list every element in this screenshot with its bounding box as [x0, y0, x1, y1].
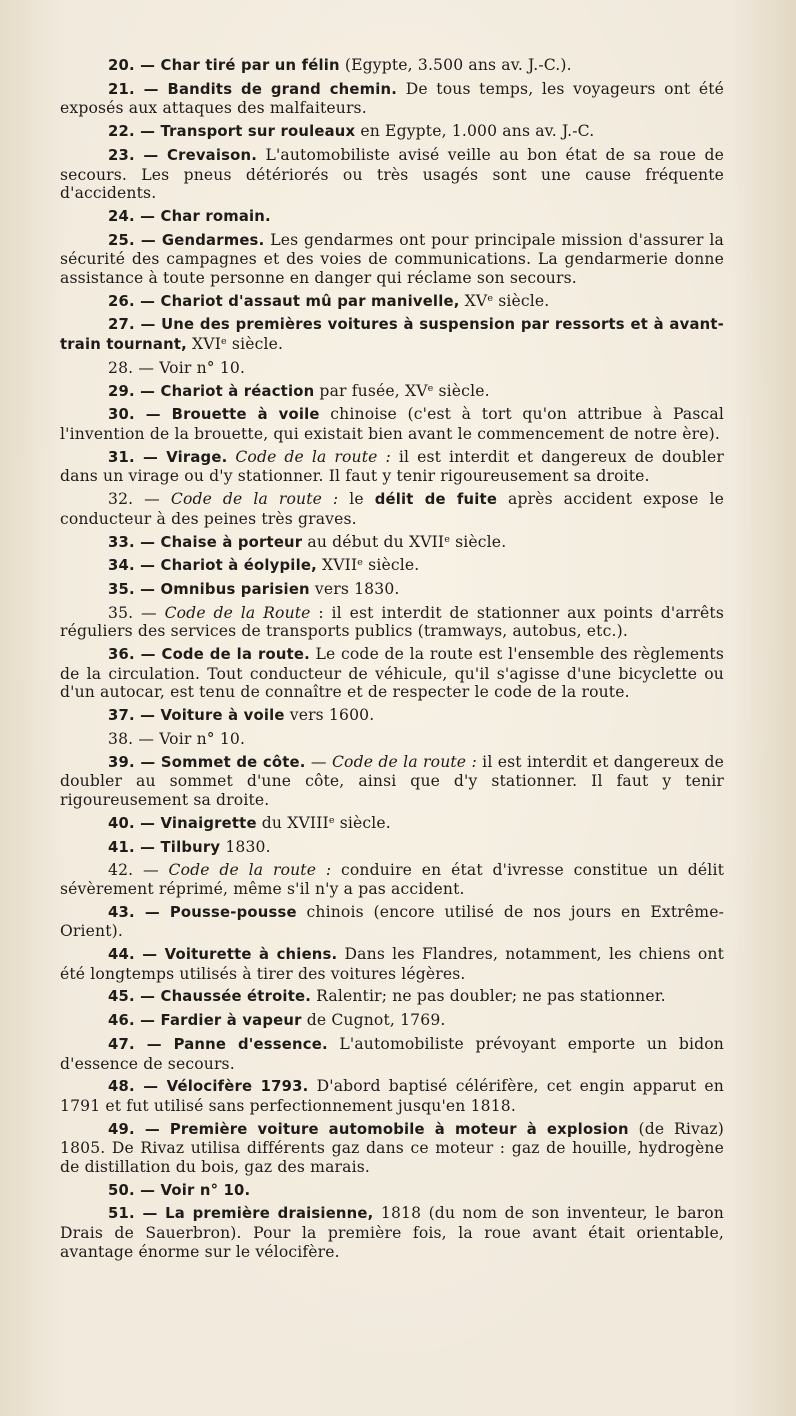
superscript: e	[487, 292, 494, 304]
entry-text: au début du XVII	[302, 532, 445, 551]
entry-text: conduire en état d'ivresse constitue un délit sévèrement réprimé, même s'il n'y a pas accident.	[60, 861, 724, 898]
entry-list	[60, 56, 724, 1261]
entry-paragraph	[60, 987, 724, 1007]
entry-paragraph	[60, 382, 724, 402]
superscript: e	[357, 557, 364, 569]
entry-text: siècle.	[433, 381, 490, 400]
entry-heading: 26. — Chariot d'assaut mû par manivelle,	[108, 292, 460, 310]
entry-text: (de Rivaz) 1805. De Rivaz utilisa différents gaz dans ce moteur : gaz de houille, hydrogène de distillation du bois, gaz des marais.	[60, 1119, 724, 1176]
entry-text: siècle.	[334, 813, 391, 832]
entry-heading: 36. — Code de la route.	[108, 646, 310, 664]
entry-paragraph	[60, 146, 724, 203]
entry-paragraph	[60, 730, 724, 749]
entry-heading: 22. — Transport sur rouleaux	[108, 123, 356, 141]
entry-heading: 45. — Chaussée étroite.	[108, 988, 312, 1006]
entry-text: du XVIII	[256, 813, 329, 832]
entry-italic-text: Code de la Route	[164, 603, 311, 622]
entry-text: L'automobiliste prévoyant emporte un bidon d'essence de secours.	[60, 1034, 724, 1073]
entry-heading: 46. — Fardier à vapeur	[108, 1012, 302, 1030]
entry-text: —	[305, 752, 332, 771]
entry-paragraph	[60, 122, 724, 142]
entry-text: Le code de la route est l'ensemble des règlements de la circulation. Tout conducteur de véhicule, qu'il s'agisse d'une bicyclette ou d'un autocar, est tenu de connaître et de respecter le code de la route.	[60, 645, 724, 702]
entry-text: 28. — Voir n° 10.	[108, 358, 246, 377]
entry-heading: 27. — Une des premières voitures à suspension par ressorts et à avant-train tournant,	[60, 316, 724, 354]
entry-text: 1818 (du nom de son inventeur, le baron Drais de Sauerbron). Pour la première fois, la roue avant était orientable, avantage énorme sur le vélocifère.	[60, 1204, 724, 1261]
entry-paragraph	[60, 1035, 724, 1073]
entry-paragraph	[60, 292, 724, 312]
entry-heading: 35. — Omnibus parisien	[108, 581, 310, 599]
entry-paragraph	[60, 359, 724, 378]
entry-paragraph	[60, 405, 724, 443]
entry-paragraph	[60, 490, 724, 528]
entry-text: vers 1830.	[309, 580, 400, 599]
entry-text: Ralentir; ne pas doubler; ne pas stationner.	[311, 987, 666, 1006]
entry-paragraph	[60, 580, 724, 600]
entry-paragraph	[60, 556, 724, 576]
entry-text: le	[338, 490, 375, 509]
entry-text: siècle.	[493, 291, 550, 310]
entry-text: XVII	[316, 556, 358, 575]
entry-text: siècle.	[226, 335, 284, 354]
entry-paragraph	[60, 231, 724, 288]
entry-heading: 33. — Chaise à porteur	[108, 533, 303, 551]
entry-paragraph	[60, 533, 724, 553]
entry-text: 38. — Voir n° 10.	[108, 729, 246, 748]
entry-text: (Egypte, 3.500 ans av. J.-C.).	[339, 56, 572, 74]
entry-text: vers 1600.	[284, 706, 375, 725]
entry-paragraph	[60, 706, 724, 726]
entry-paragraph	[60, 814, 724, 834]
entry-text: De tous temps, les voyageurs ont été exposés aux attaques des malfaiteurs.	[60, 79, 724, 118]
entry-text: il est interdit et dangereux de doubler dans un virage ou d'y stationner. Il faut y tenir rigoureusement sa droite.	[60, 447, 724, 486]
entry-text: 42. —	[108, 861, 169, 880]
entry-heading: 39. — Sommet de côte.	[108, 753, 306, 771]
entry-heading: 29. — Chariot à réaction	[108, 382, 315, 400]
entry-text: L'automobiliste avisé veille au bon état de sa roue de secours. Les pneus détériorés ou très usagés sont une cause fréquente d'accidents.	[60, 145, 724, 203]
entry-heading: 47. — Panne d'essence.	[108, 1035, 328, 1053]
entry-italic-text: Code de la route :	[331, 752, 477, 771]
entry-text: 32. —	[108, 490, 171, 509]
entry-paragraph	[60, 861, 724, 898]
entry-heading: 31. — Virage.	[108, 448, 228, 466]
entry-text: il est interdit et dangereux de doubler au sommet d'une côte, ainsi que d'y stationner. Il faut y tenir rigoureusement sa droite.	[60, 752, 724, 809]
entry-heading: 23. — Crevaison.	[108, 146, 258, 164]
entry-text: après accident expose le conducteur à des peines très graves.	[60, 490, 725, 528]
entry-italic-text: Code de la route :	[235, 447, 391, 466]
entry-text: D'abord baptisé célérifère, cet engin apparut en 1791 et fut utilisé sans perfectionnement jusqu'en 1818.	[60, 1077, 724, 1115]
entry-text: 1830.	[220, 837, 271, 856]
entry-heading: délit de fuite	[374, 491, 498, 509]
entry-paragraph	[60, 1077, 724, 1115]
entry-heading: 41. — Tilbury	[108, 838, 221, 856]
entry-heading: 34. — Chariot à éolypile,	[108, 557, 317, 575]
entry-paragraph	[60, 604, 724, 641]
entry-italic-text: Code de la route :	[168, 861, 332, 880]
entry-text: siècle.	[450, 532, 507, 551]
entry-paragraph	[60, 945, 724, 983]
entry-paragraph	[60, 1181, 724, 1201]
entry-paragraph	[60, 753, 724, 810]
entry-heading: 40. — Vinaigrette	[108, 814, 257, 832]
superscript: e	[444, 533, 451, 545]
entry-heading: 21. — Bandits de grand chemin.	[108, 80, 398, 98]
entry-text: en Egypte, 1.000 ans av. J.-C.	[355, 122, 595, 141]
entry-paragraph	[60, 838, 724, 858]
superscript: e	[328, 814, 335, 826]
entry-paragraph	[60, 1011, 724, 1031]
entry-heading: 44. — Voiturette à chiens.	[108, 946, 338, 964]
entry-paragraph	[60, 448, 724, 486]
entry-paragraph	[60, 315, 724, 354]
entry-text: XV	[459, 291, 488, 310]
entry-paragraph	[60, 207, 724, 227]
entry-text: 35. —	[108, 603, 165, 622]
entry-heading: 37. — Voiture à voile	[108, 707, 285, 725]
entry-heading: 50. — Voir n° 10.	[108, 1181, 251, 1199]
entry-text: Les gendarmes ont pour principale mission d'assurer la sécurité des campagnes et des voies de communications. La gendarmerie donne assistance à toute personne en danger qui réclame son secours.	[60, 230, 724, 287]
entry-heading: 48. — Vélocifère 1793.	[108, 1078, 309, 1096]
superscript: e	[221, 336, 227, 348]
entry-paragraph	[60, 903, 724, 941]
entry-paragraph	[60, 1204, 724, 1261]
entry-text: de Cugnot, 1769.	[301, 1011, 446, 1030]
entry-heading: 24. — Char romain.	[108, 207, 271, 225]
entry-paragraph	[60, 56, 724, 76]
entry-heading: 25. — Gendarmes.	[108, 231, 265, 249]
entry-text: Dans les Flandres, notamment, les chiens ont été longtemps utilisés à tirer des voitures légères.	[60, 945, 724, 983]
entry-text: par fusée, XV	[314, 381, 428, 400]
superscript: e	[427, 382, 434, 394]
entry-paragraph	[60, 80, 724, 118]
entry-heading: 51. — La première draisienne,	[108, 1205, 374, 1223]
entry-text: chinoise (c'est à tort qu'on attribue à Pascal l'invention de la brouette, qui existait bien avant le commencement de notre ère).	[60, 405, 724, 443]
entry-heading: 43. — Pousse-pousse	[108, 903, 297, 921]
entry-text: : il est interdit de stationner aux points d'arrêts réguliers des services de transports publics (tramways, autobus, etc.).	[60, 603, 724, 641]
entry-heading: 30. — Brouette à voile	[108, 406, 320, 424]
entry-text: chinois (encore utilisé de nos jours en Extrême-Orient).	[60, 902, 724, 941]
entry-text: siècle.	[363, 556, 420, 575]
entry-heading: 20. — Char tiré par un félin	[108, 57, 340, 74]
entry-italic-text: Code de la route :	[170, 490, 339, 509]
entry-paragraph	[60, 645, 724, 702]
entry-paragraph	[60, 1120, 724, 1177]
entry-text: XVI	[186, 335, 222, 354]
entry-heading: 49. — Première voiture automobile à moteur à explosion	[108, 1120, 629, 1138]
